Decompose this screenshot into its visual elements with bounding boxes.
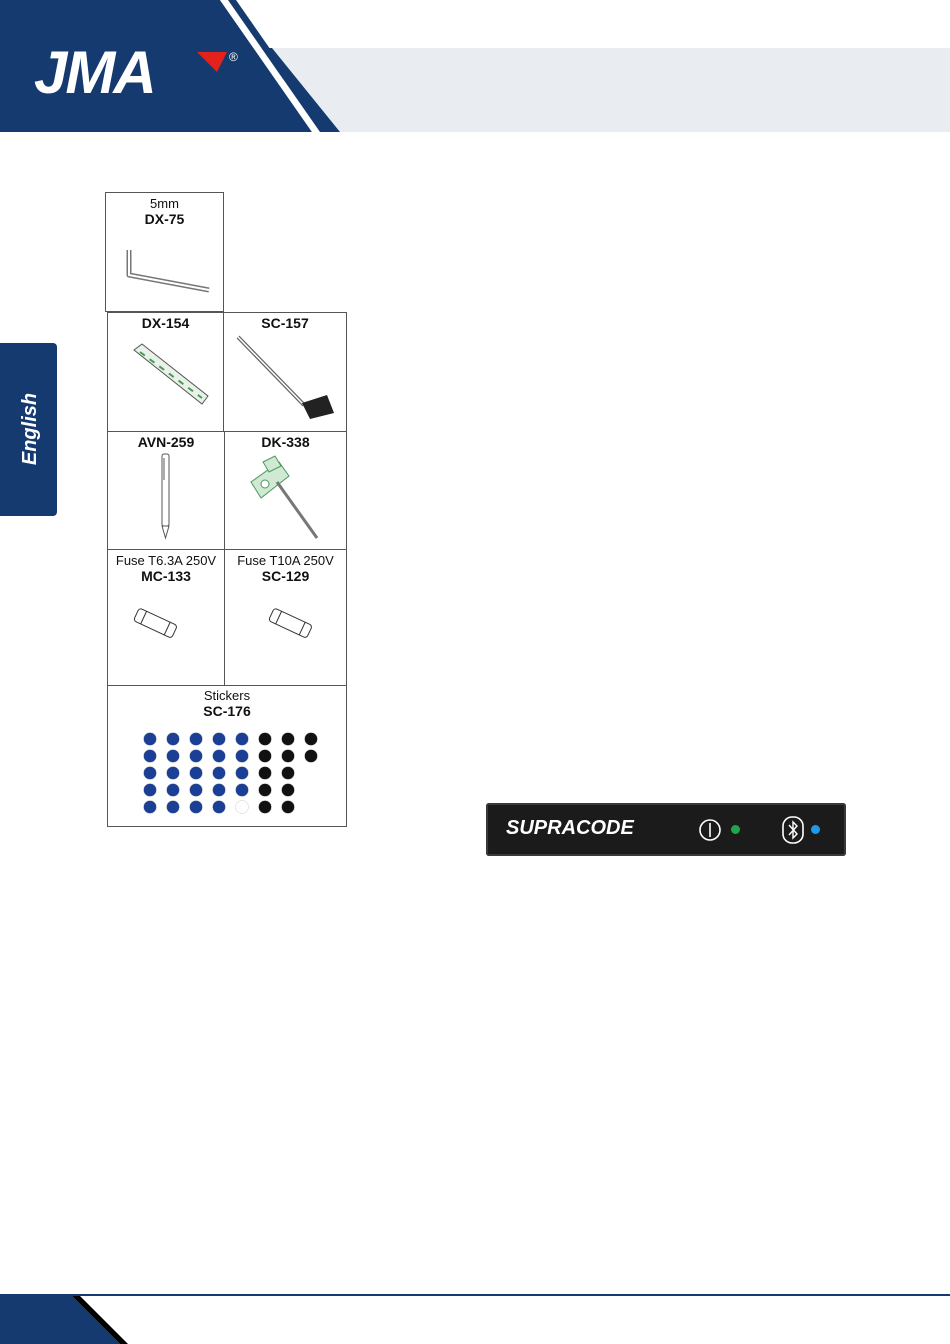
accessory-label: Stickers [203, 688, 251, 703]
hex-key-icon [121, 245, 216, 295]
sticker-dot [190, 733, 203, 746]
sticker-dot [213, 767, 226, 780]
accessory-sc-176 [107, 685, 347, 827]
jma-logo: JMA [34, 39, 155, 106]
sticker-dot [167, 750, 180, 763]
sticker-dot [236, 784, 249, 797]
sticker-dot [190, 801, 203, 814]
sticker-dot [236, 733, 249, 746]
sticker-dot [282, 767, 295, 780]
accessory-code: SC-129 [261, 568, 310, 584]
sticker-dot [167, 784, 180, 797]
sticker-dot [259, 750, 272, 763]
sticker-dot [213, 784, 226, 797]
accessory-avn-259 [107, 431, 225, 550]
sticker-dot [305, 750, 318, 763]
accessory-code: DX-75 [144, 211, 185, 227]
sticker-dot [190, 767, 203, 780]
sticker-dot [167, 733, 180, 746]
pen-icon [156, 452, 176, 542]
sticker-dot [282, 784, 295, 797]
accessory-sc-129 [224, 549, 347, 686]
sticker-dot [144, 784, 157, 797]
accessory-code: MC-133 [141, 568, 191, 584]
accessory-dx-75 [105, 192, 224, 312]
bluetooth-led [811, 825, 820, 834]
sticker-dot [144, 801, 157, 814]
sticker-dot [282, 801, 295, 814]
sticker-dot [144, 733, 157, 746]
footer-rule [0, 1294, 950, 1296]
sticker-dot [213, 733, 226, 746]
registered-mark: ® [229, 50, 238, 64]
power-led [731, 825, 740, 834]
accessory-code: DK-338 [261, 434, 310, 450]
sticker-dot [190, 784, 203, 797]
brush-icon [232, 333, 342, 423]
stickers-icon [138, 730, 328, 818]
accessory-code: SC-157 [261, 315, 309, 331]
fuse-icon [265, 606, 315, 642]
language-label: English [19, 392, 41, 466]
sticker-dot [213, 750, 226, 763]
sticker-dot [305, 733, 318, 746]
logo-accent-icon [197, 52, 227, 72]
footer-corner [0, 1294, 130, 1344]
power-icon [698, 818, 722, 842]
accessory-mc-133 [107, 549, 225, 686]
sticker-dot [167, 801, 180, 814]
sticker-dot [236, 750, 249, 763]
sticker-dot [144, 767, 157, 780]
accessory-code: DX-154 [141, 315, 190, 331]
sticker-dot [259, 767, 272, 780]
sticker-dot [167, 767, 180, 780]
sticker-dot [190, 750, 203, 763]
accessory-size: 5mm [150, 196, 179, 211]
sticker-dot [236, 767, 249, 780]
accessory-rating: Fuse T10A 250V [237, 553, 334, 568]
sticker-dot [144, 750, 157, 763]
accessory-dx-154 [107, 312, 224, 432]
bluetooth-icon [782, 816, 804, 844]
device-brand: SUPRACODE [506, 817, 634, 839]
accessory-code: AVN-259 [137, 434, 195, 450]
accessory-sc-157 [223, 312, 347, 432]
sticker-dot [282, 750, 295, 763]
sticker-dot [259, 733, 272, 746]
wrench-icon [128, 338, 213, 413]
device-status-panel [486, 803, 846, 856]
accessory-code: SC-176 [203, 703, 251, 719]
accessory-dk-338 [224, 431, 347, 550]
sticker-dot [213, 801, 226, 814]
sticker-dot [282, 733, 295, 746]
fuse-icon [130, 606, 180, 642]
sticker-dot [259, 784, 272, 797]
accessory-rating: Fuse T6.3A 250V [115, 553, 217, 568]
sticker-dot [236, 801, 249, 814]
sticker-dot [259, 801, 272, 814]
t-key-icon [243, 454, 333, 544]
